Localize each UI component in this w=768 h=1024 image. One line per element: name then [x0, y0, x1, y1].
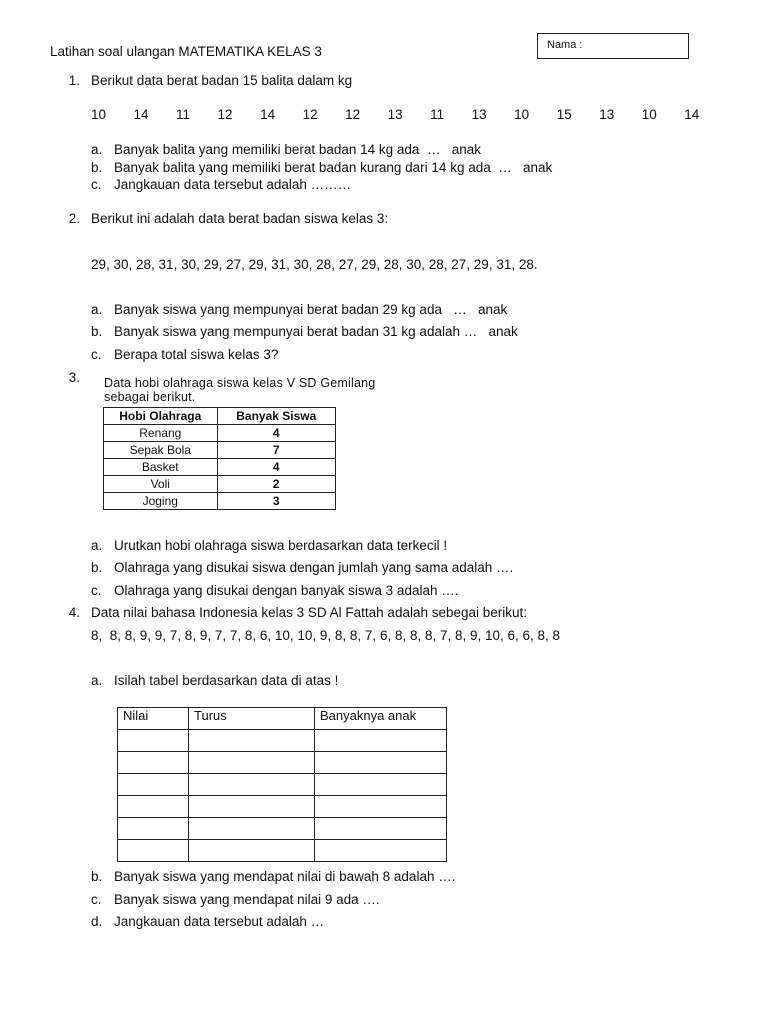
q3-item-c: c. Olahraga yang disukai dengan banyak siswa 3 adalah ….: [91, 583, 459, 598]
q1-number: 1.: [68, 73, 80, 88]
table-row: Basket 4: [104, 459, 336, 476]
table-row: [118, 730, 447, 752]
q3-scan-title: Data hobi olahraga siswa kelas V SD Gemilang sebagai berikut.: [104, 376, 376, 404]
q1-text: Berikut data berat badan 15 balita dalam kg: [91, 73, 353, 88]
table-row: Joging 3: [104, 493, 336, 510]
q2-text: Berikut ini adalah data berat badan siswa kelas 3:: [91, 211, 389, 226]
tally-header-banyak: Banyaknya anak: [315, 708, 447, 730]
name-label: Nama :: [547, 39, 583, 51]
table-row: [118, 796, 447, 818]
table-row: Sepak Bola 7: [104, 442, 336, 459]
q4-item-a: a. Isilah tabel berdasarkan data di atas !: [91, 673, 339, 688]
hobby-table-header: [104, 408, 336, 425]
q4-data: 8, 8, 8, 9, 9, 7, 8, 9, 7, 7, 8, 6, 10, 10, 9, 8, 8, 7, 6, 8, 8, 8, 7, 8, 9, 10, 6, 6, 8, 8: [91, 628, 561, 643]
q4-item-b: b. Banyak siswa yang mendapat nilai di bawah 8 adalah ….: [91, 869, 456, 884]
q3-number: 3.: [68, 370, 80, 385]
tally-header-nilai: Nilai: [118, 708, 189, 730]
tally-table-header: [118, 708, 447, 730]
q4-item-d: d. Jangkauan data tersebut adalah …: [91, 914, 325, 929]
tally-table: [117, 707, 447, 862]
table-row: [118, 774, 447, 796]
q4-number: 4.: [68, 605, 80, 620]
q1-item-b: b. Banyak balita yang memiliki berat badan kurang dari 14 kg ada … anak: [91, 160, 553, 175]
table-row: [118, 752, 447, 774]
q1-data: 10 14 11 12 14 12 12 13 11 13 10 15 13 10 14: [91, 107, 700, 122]
q4-text: Data nilai bahasa Indonesia kelas 3 SD Al Fattah adalah sebegai berikut:: [91, 605, 528, 620]
hobby-header-count: Banyak Siswa: [217, 408, 335, 425]
table-row: [118, 840, 447, 862]
q2-item-b: b. Banyak siswa yang mempunyai berat badan 31 kg adalah … anak: [91, 324, 518, 339]
q3-item-b: b. Olahraga yang disukai siswa dengan jumlah yang sama adalah ….: [91, 560, 514, 575]
table-row: Renang 4: [104, 425, 336, 442]
q2-number: 2.: [68, 211, 80, 226]
name-box[interactable]: [537, 33, 689, 59]
q4-item-c: c. Banyak siswa yang mendapat nilai 9 ada ….: [91, 892, 380, 907]
hobby-header-sport: Hobi Olahraga: [104, 408, 218, 425]
q2-item-a: a. Banyak siswa yang mempunyai berat badan 29 kg ada … anak: [91, 302, 508, 317]
tally-header-turus: Turus: [189, 708, 315, 730]
q2-item-c: c. Berapa total siswa kelas 3?: [91, 347, 279, 362]
hobby-table: [103, 407, 336, 510]
q2-data: 29, 30, 28, 31, 30, 29, 27, 29, 31, 30, 28, 27, 29, 28, 30, 28, 27, 29, 31, 28.: [91, 257, 538, 272]
q1-item-a: a. Banyak balita yang memiliki berat badan 14 kg ada … anak: [91, 142, 481, 157]
q3-item-a: a. Urutkan hobi olahraga siswa berdasarkan data terkecil !: [91, 538, 448, 553]
table-row: Voli 2: [104, 476, 336, 493]
q1-item-c: c. Jangkauan data tersebut adalah ………: [91, 177, 352, 192]
worksheet-title: Latihan soal ulangan MATEMATIKA KELAS 3: [50, 44, 322, 59]
table-row: [118, 818, 447, 840]
